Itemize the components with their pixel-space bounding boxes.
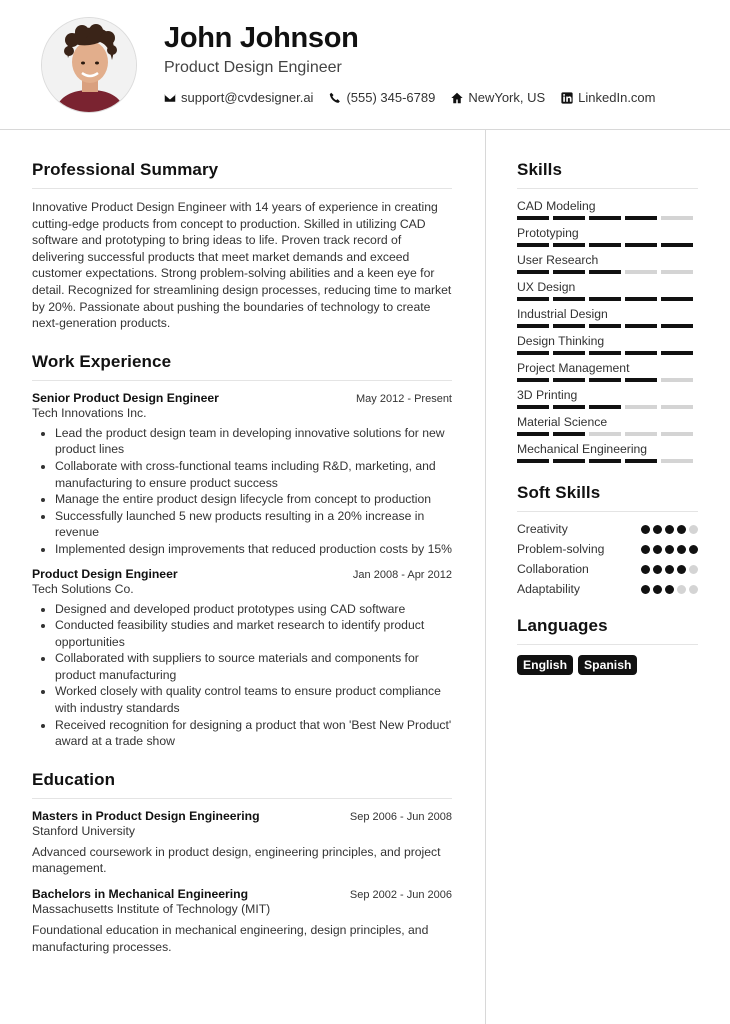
contact-linkedin-text: LinkedIn.com	[578, 90, 656, 105]
education-school: Stanford University	[32, 823, 135, 838]
skill-level-segment	[661, 243, 693, 247]
language-list	[517, 655, 698, 675]
skill-level-segment	[661, 351, 693, 355]
skill-level-segment	[517, 324, 549, 328]
column-divider	[485, 130, 486, 1024]
summary-text: Innovative Product Design Engineer with 14 years of experience in creating cutting-edge products from concept to production. Skilled in utilizing CAD software and prototyping to bring ideas to life. Proven track record of delivering successful products that meet market demands and exceed customer expectations. Strong problem-solving abilities and a keen eye for detail. Recognized for streamlining design processes, reducing time to market by 20%. Passionate about pushing the boundaries of technology to create next-generation products.	[32, 200, 452, 331]
education-school: Massachusetts Institute of Technology (MIT)	[32, 902, 271, 917]
contact-phone-text: (555) 345-6789	[346, 90, 436, 105]
skill-item	[517, 226, 698, 247]
skill-level-segment	[625, 270, 657, 274]
skill-item	[517, 361, 698, 382]
rating-dot	[665, 585, 674, 594]
skill-level-segment	[553, 243, 585, 247]
education-date: Sep 2002 - Jun 2006	[349, 889, 452, 902]
skill-level-segment	[517, 378, 549, 382]
skill-level-segment	[589, 324, 621, 328]
education-title: Education	[32, 770, 452, 799]
skill-level-segment	[625, 324, 657, 328]
skill-level-segment	[553, 351, 585, 355]
skill-level-segment	[553, 378, 585, 382]
language-badge: English	[517, 655, 573, 675]
phone-icon	[329, 92, 341, 104]
skill-level-segment	[517, 351, 549, 355]
soft-skill-name: Adaptability	[517, 582, 581, 596]
contact-linkedin[interactable]	[561, 90, 655, 105]
rating-dot	[641, 525, 650, 534]
skill-level-bar	[517, 351, 698, 355]
skill-name: Material Science	[517, 415, 608, 429]
skill-level-segment	[553, 405, 585, 409]
skill-level-segment	[625, 243, 657, 247]
education-list	[32, 809, 452, 955]
rating-dot	[677, 565, 686, 574]
skill-name: User Research	[517, 253, 599, 267]
skill-level-segment	[517, 243, 549, 247]
side-column	[517, 160, 698, 695]
skill-level-segment	[589, 243, 621, 247]
skill-level-segment	[517, 459, 549, 463]
skill-level-segment	[589, 270, 621, 274]
job-bullet: • Manage the entire product design lifecycle from concept to production	[55, 491, 452, 508]
contact-location-text: NewYork, US	[468, 90, 546, 105]
skill-item	[517, 280, 698, 301]
skill-level-segment	[661, 432, 693, 436]
soft-skill-rating	[638, 585, 698, 594]
soft-skill-name: Creativity	[517, 522, 568, 536]
skill-level-segment	[517, 270, 549, 274]
rating-dot	[653, 545, 662, 554]
job-bullet: • Conducted feasibility studies and market research to identify product opportunities	[55, 617, 452, 650]
skill-level-segment	[553, 297, 585, 301]
skill-level-segment	[661, 216, 693, 220]
skill-level-segment	[589, 351, 621, 355]
rating-dot	[689, 565, 698, 574]
job-bullet: • Received recognition for designing a product that won 'Best New Product' award at a trade show	[55, 717, 452, 750]
soft-skill-name: Collaboration	[517, 562, 589, 576]
skill-name: Industrial Design	[517, 307, 608, 321]
education-date: Sep 2006 - Jun 2008	[349, 810, 452, 823]
job-company: Tech Innovations Inc.	[32, 405, 147, 420]
skill-list	[517, 199, 698, 463]
contact-email-text: support@cvdesigner.ai	[181, 90, 314, 105]
education-degree: Masters in Product Design Engineering	[32, 808, 260, 823]
linkedin-icon	[561, 92, 573, 104]
skill-level-segment	[625, 405, 657, 409]
job-bullet: • Lead the product design team in developing innovative solutions for new product lines	[55, 425, 452, 458]
skill-level-bar	[517, 216, 698, 220]
skill-level-bar	[517, 378, 698, 382]
skill-level-bar	[517, 297, 698, 301]
contact-location	[451, 90, 545, 105]
skill-level-segment	[589, 405, 621, 409]
person-photo-icon	[42, 18, 137, 113]
soft-skills-title: Soft Skills	[517, 483, 698, 512]
contact-email[interactable]	[164, 90, 313, 105]
skill-item	[517, 334, 698, 355]
education-degree: Bachelors in Mechanical Engineering	[32, 887, 249, 902]
rating-dot	[677, 525, 686, 534]
skill-item	[517, 253, 698, 274]
skill-name: Mechanical Engineering	[517, 442, 648, 456]
job-date: May 2012 - Present	[356, 392, 452, 405]
job-bullet: • Implemented design improvements that reduced production costs by 15%	[55, 541, 452, 558]
skill-level-segment	[517, 432, 549, 436]
rating-dot	[689, 525, 698, 534]
skill-level-segment	[517, 297, 549, 301]
main-column	[32, 160, 452, 975]
soft-skill-rating	[638, 565, 698, 574]
rating-dot	[641, 545, 650, 554]
job-company: Tech Solutions Co.	[32, 581, 134, 596]
skills-section	[517, 160, 698, 463]
job-bullet: • Designed and developed product prototypes using CAD software	[55, 601, 452, 618]
contact-row	[164, 90, 672, 105]
skill-level-segment	[517, 216, 549, 220]
skill-level-segment	[553, 324, 585, 328]
skill-name: CAD Modeling	[517, 199, 596, 213]
skill-level-segment	[553, 459, 585, 463]
skill-level-bar	[517, 270, 698, 274]
skill-level-segment	[589, 216, 621, 220]
skill-level-segment	[625, 297, 657, 301]
skill-level-segment	[625, 378, 657, 382]
skill-name: 3D Printing	[517, 388, 578, 402]
resume-header	[0, 0, 730, 130]
skill-level-segment	[589, 432, 621, 436]
soft-skill-item	[517, 582, 698, 596]
job-bullets	[32, 425, 452, 558]
skill-item	[517, 415, 698, 436]
skill-item	[517, 388, 698, 409]
summary-title: Professional Summary	[32, 160, 452, 189]
job-title: Product Design Engineer	[32, 566, 178, 581]
skill-name: Design Thinking	[517, 334, 605, 348]
job-bullet: • Collaborate with cross-functional teams including R&D, marketing, and manufacturing to ensure product success	[55, 458, 452, 491]
rating-dot	[677, 545, 686, 554]
skill-level-segment	[589, 459, 621, 463]
skill-level-segment	[625, 432, 657, 436]
skill-name: Prototyping	[517, 226, 579, 240]
education-section	[32, 770, 452, 955]
soft-skill-list	[517, 522, 698, 596]
job-entry	[32, 567, 452, 750]
education-entry	[32, 809, 452, 877]
skill-level-segment	[625, 459, 657, 463]
rating-dot	[653, 565, 662, 574]
skill-level-segment	[661, 378, 693, 382]
skill-level-segment	[661, 270, 693, 274]
skills-title: Skills	[517, 160, 698, 189]
skill-level-bar	[517, 243, 698, 247]
job-list	[32, 391, 452, 750]
rating-dot	[641, 565, 650, 574]
candidate-name: John Johnson	[164, 22, 359, 54]
skill-item	[517, 199, 698, 220]
soft-skill-item	[517, 562, 698, 576]
skill-level-bar	[517, 405, 698, 409]
skill-level-segment	[553, 432, 585, 436]
skill-item	[517, 307, 698, 328]
skill-level-segment	[661, 405, 693, 409]
skill-level-segment	[661, 324, 693, 328]
job-entry	[32, 391, 452, 558]
home-icon	[451, 92, 463, 104]
job-date: Jan 2008 - Apr 2012	[352, 568, 452, 581]
rating-dot	[677, 585, 686, 594]
skill-level-segment	[625, 351, 657, 355]
experience-section	[32, 352, 452, 750]
soft-skill-item	[517, 522, 698, 536]
skill-level-segment	[661, 297, 693, 301]
rating-dot	[665, 525, 674, 534]
job-bullet: • Worked closely with quality control teams to ensure product compliance with industry standards	[55, 683, 452, 716]
rating-dot	[689, 585, 698, 594]
skill-level-segment	[625, 216, 657, 220]
candidate-role: Product Design Engineer	[164, 59, 342, 76]
languages-section	[517, 616, 698, 675]
soft-skill-rating	[638, 525, 698, 534]
skill-level-segment	[589, 297, 621, 301]
skill-level-bar	[517, 459, 698, 463]
skill-level-segment	[589, 378, 621, 382]
skill-name: Project Management	[517, 361, 630, 375]
skill-name: UX Design	[517, 280, 576, 294]
rating-dot	[653, 525, 662, 534]
rating-dot	[665, 545, 674, 554]
education-entry	[32, 887, 452, 955]
education-header	[32, 809, 452, 823]
language-badge: Spanish	[578, 655, 637, 675]
job-bullet: • Collaborated with suppliers to source materials and components for product manufacturing	[55, 650, 452, 683]
experience-title: Work Experience	[32, 352, 452, 381]
envelope-icon	[164, 92, 176, 104]
soft-skill-name: Problem-solving	[517, 542, 605, 556]
profile-photo	[41, 17, 137, 113]
job-bullets	[32, 601, 452, 750]
job-header	[32, 567, 452, 581]
rating-dot	[641, 585, 650, 594]
soft-skill-item	[517, 542, 698, 556]
soft-skills-section	[517, 483, 698, 596]
soft-skill-rating	[638, 545, 698, 554]
rating-dot	[689, 545, 698, 554]
skill-level-segment	[517, 405, 549, 409]
skill-level-bar	[517, 432, 698, 436]
job-title: Senior Product Design Engineer	[32, 390, 219, 405]
rating-dot	[653, 585, 662, 594]
languages-title: Languages	[517, 616, 698, 645]
skill-level-segment	[553, 216, 585, 220]
contact-phone[interactable]	[329, 90, 435, 105]
skill-level-segment	[553, 270, 585, 274]
summary-section	[32, 160, 452, 332]
job-bullet: • Successfully launched 5 new products resulting in a 20% increase in revenue	[55, 508, 452, 541]
rating-dot	[665, 565, 674, 574]
skill-level-segment	[661, 459, 693, 463]
education-header	[32, 887, 452, 901]
education-description: Advanced coursework in product design, engineering principles, and project management.	[32, 844, 441, 876]
skill-level-bar	[517, 324, 698, 328]
education-description: Foundational education in mechanical engineering, design principles, and manufacturing processes.	[32, 923, 429, 954]
job-header	[32, 391, 452, 405]
skill-item	[517, 442, 698, 463]
